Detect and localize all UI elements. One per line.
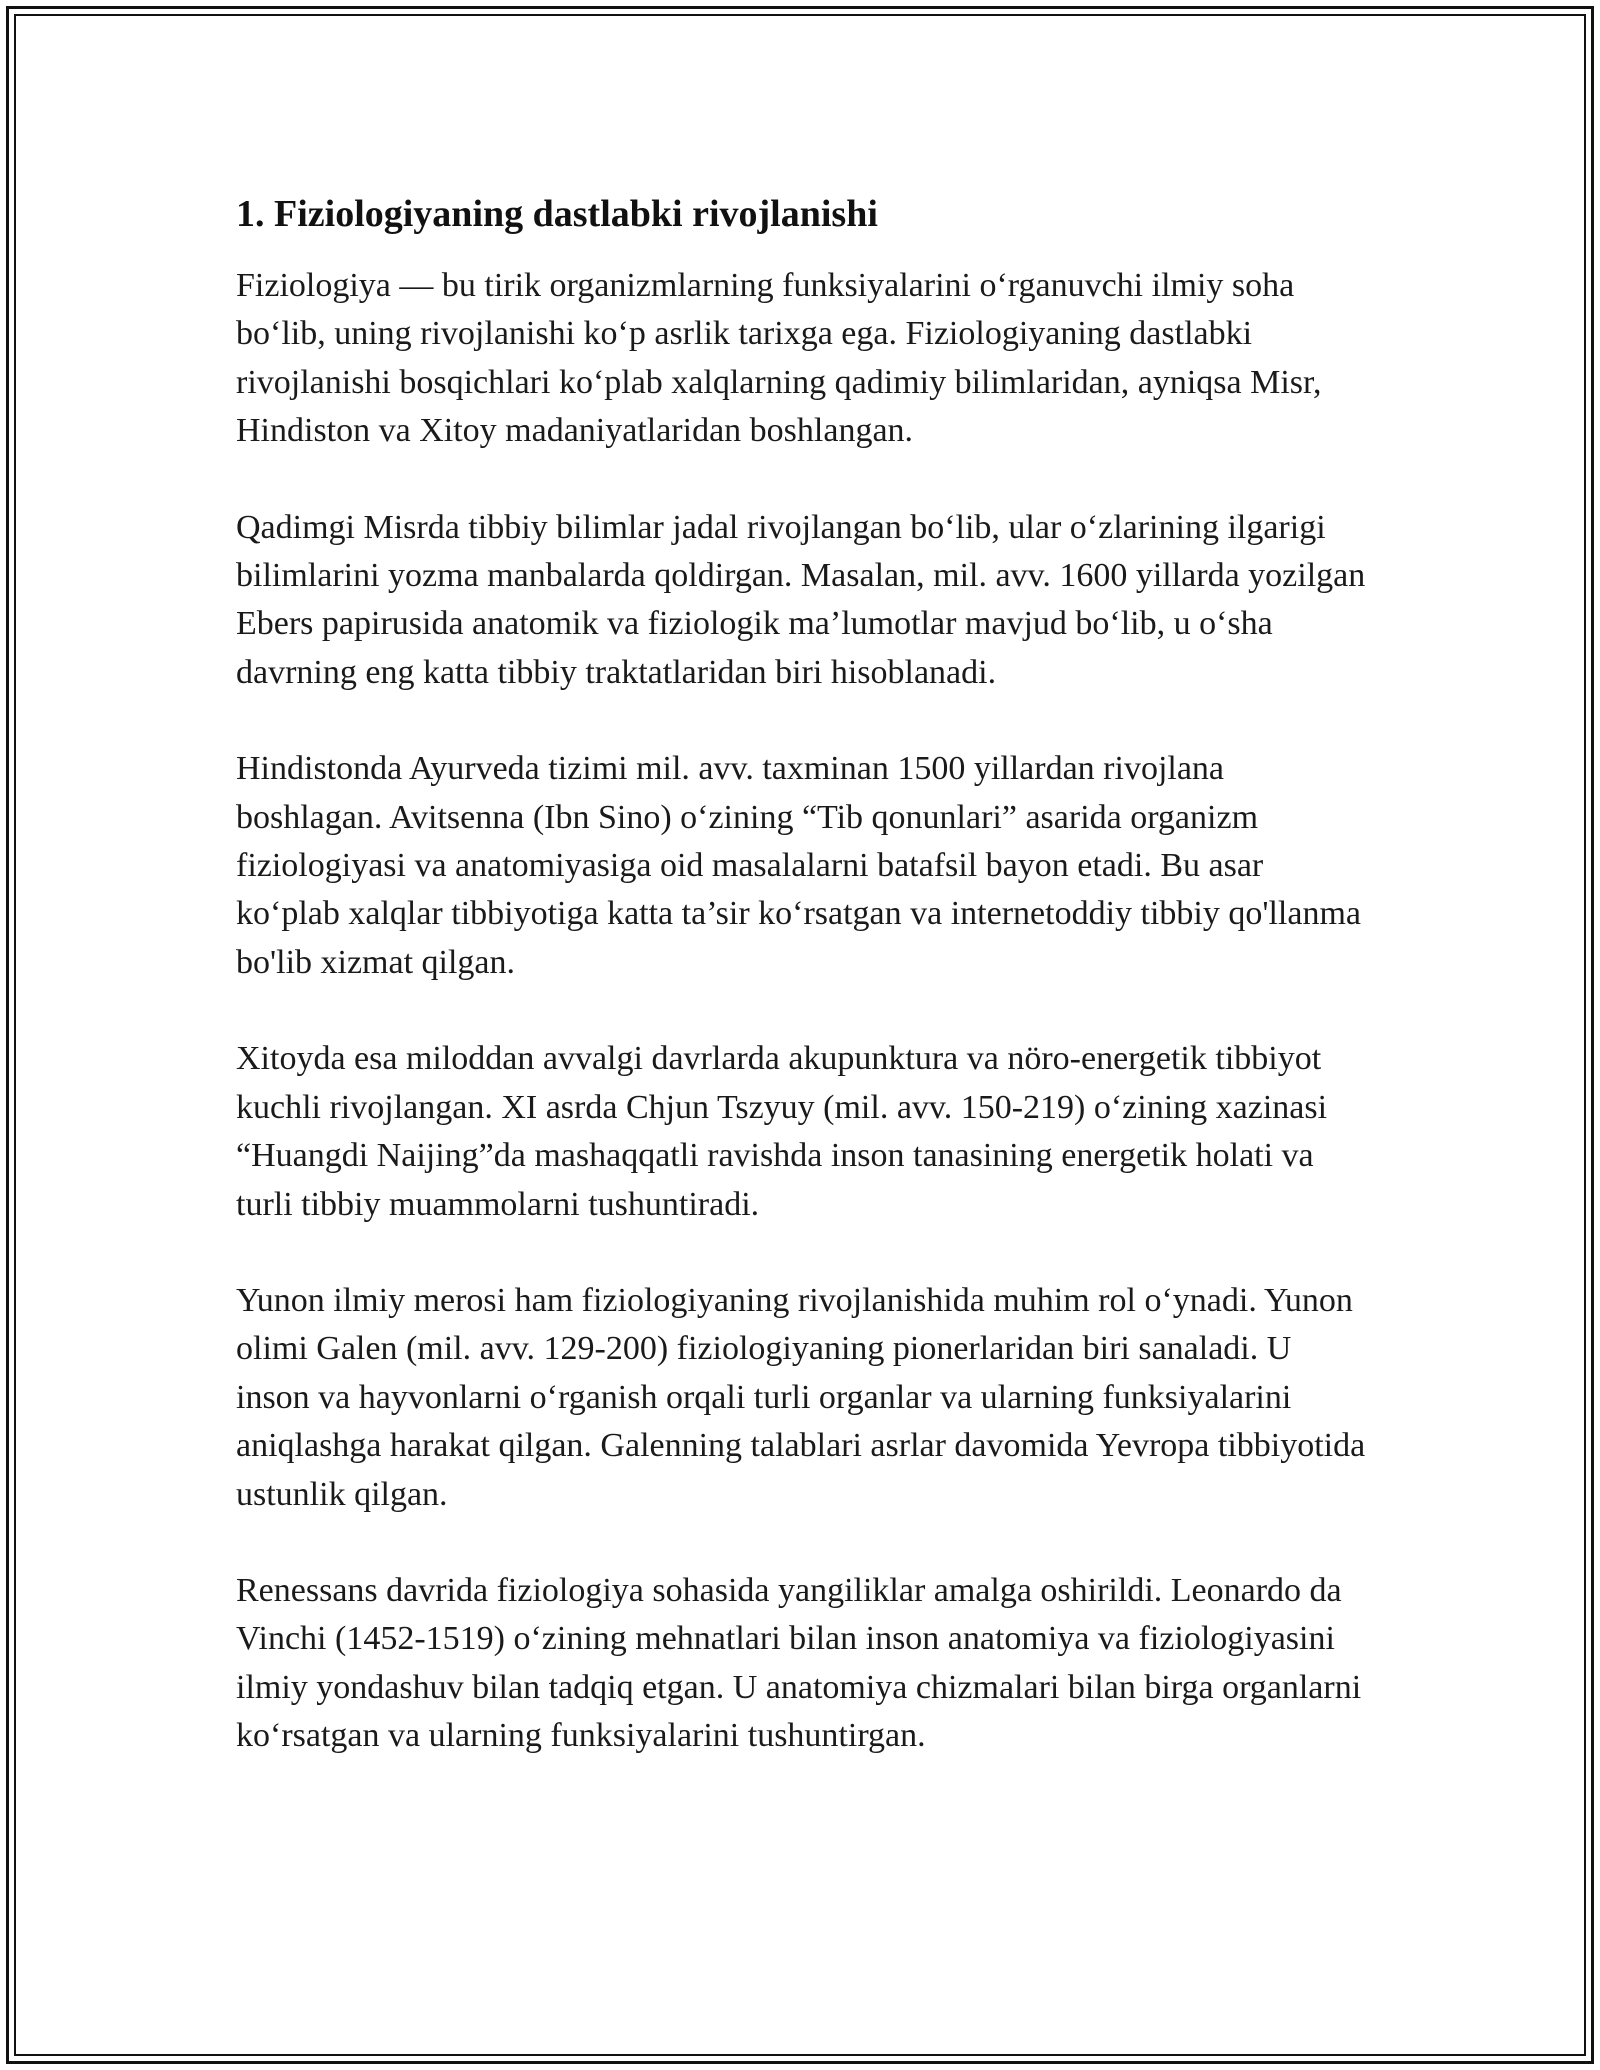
- paragraph-renaissance: Renessans davrida fiziologiya sohasida yangiliklar amalga oshirildi. Leonardo da Vinchi (1452-1519) oʻzining mehnatlari bilan inson anatomiya va fiziologiyasini ilmiy yondashuv bilan tadqiq etgan. U anatomiya chizmalari bilan birga organlarni koʻrsatgan va ularning funksiyalarini tushuntirgan.: [236, 1571, 1362, 1755]
- paragraph-china: Xitoyda esa miloddan avvalgi davrlarda akupunktura va nöro-energetik tibbiyot kuchli rivojlangan. XI asrda Chjun Tszyuy (mil. avv. 150-219) oʻzining xazinasi “Huangdi Naijing”da mashaqqatli ravishda inson tanasining energetik holati va turli tibbiy muammolarni tushuntiradi.: [236, 1040, 1328, 1223]
- paragraph-india: Hindistonda Ayurveda tizimi mil. avv. taxminan 1500 yillardan rivojlana boshlagan. Avitsenna (Ibn Sino) oʻzining “Tib qonunlari” asarida organizm fiziologiyasi va anatomiyasiga oid masalalarni batafsil bayon etadi. Bu asar koʻplab xalqlar tibbiyotiga katta ta’sir koʻrsatgan va internetoddiy tibbiy qo'llanma bo'lib xizmat qilgan.: [236, 750, 1362, 981]
- paragraph-egypt: Qadimgi Misrda tibbiy bilimlar jadal rivojlangan boʻlib, ular oʻzlarining ilgarigi bilimlarini yozma manbalarda qoldirgan. Masalan, mil. avv. 1600 yillarda yozilgan Ebers papirusida anatomik va fiziologik ma’lumotlar mavjud boʻlib, u oʻsha davrning eng katta tibbiy traktatlaridan biri hisoblanadi.: [236, 508, 1366, 691]
- paragraph-greece: Yunon ilmiy merosi ham fiziologiyaning rivojlanishida muhim rol oʻynadi. Yunon olimi Galen (mil. avv. 129-200) fiziologiyaning pionerlaridan biri sanaladi. U inson va hayvonlarni oʻrganish orqali turli organlar va ularning funksiyalarini aniqlashga harakat qilgan. Galenning talablari asrlar davomida Yevropa tibbiyotida ustunlik qilgan.: [236, 1281, 1366, 1513]
- paragraph-intro: Fiziologiya — bu tirik organizmlarning funksiyalarini oʻrganuvchi ilmiy soha boʻlib, uning rivojlanishi koʻp asrlik tarixga ega. Fiziologiyaning dastlabki rivojlanishi bosqichlari koʻplab xalqlarning qadimiy bilimlaridan, ayniqsa Misr, Hindiston va Xitoy madaniyatlaridan boshlangan.: [236, 267, 1322, 450]
- document-body: [236, 186, 1366, 1809]
- section-heading: 1. Fiziologiyaning dastlabki rivojlanishi: [236, 193, 878, 235]
